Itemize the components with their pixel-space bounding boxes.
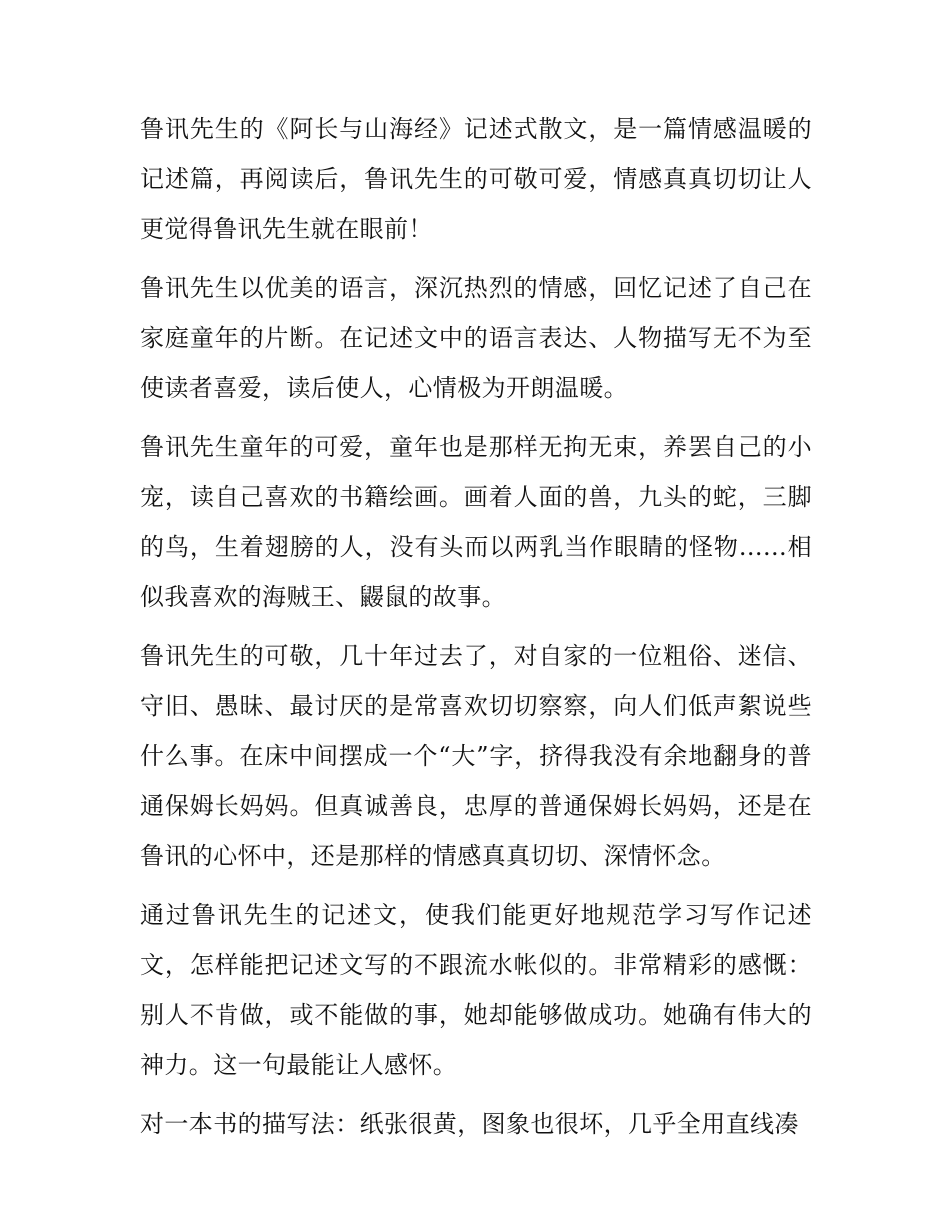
paragraph-2: 鲁讯先生以优美的语言，深沉热烈的情感，回忆记述了自己在家庭童年的片断。在记述文中的语言表达、人物描写无不为至使读者喜爱，读后使人，心情极为开朗温暖。 (140, 274, 812, 402)
paragraph-6: 对一本书的描写法：纸张很黄，图象也很坏，几乎全用直线凑 (140, 1110, 799, 1138)
paragraph-1: 鲁讯先生的《阿长与山海经》记述式散文，是一篇情感温暖的记述篇，再阅读后，鲁讯先生的可敬可爱，情感真真切切让人更觉得鲁讯先生就在眼前！ (140, 115, 812, 243)
paragraph-3: 鲁讯先生童年的可爱，童年也是那样无拘无束，养罢自己的小宠，读自己喜欢的书籍绘画。画着人面的兽，九头的蛇，三脚的鸟，生着翅膀的人，没有头而以两乳当作眼睛的怪物......相似我喜欢的海贼王、鼹鼠的故事。 (140, 433, 812, 611)
document-body (140, 104, 812, 1158)
paragraph-4: 鲁讯先生的可敬，几十年过去了，对自家的一位粗俗、迷信、守旧、愚昧、最讨厌的是常喜欢切切察察，向人们低声絮说些什么事。在床中间摆成一个“大”字，挤得我没有余地翻身的普通保姆长妈妈。但真诚善良，忠厚的普通保姆长妈妈，还是在鲁讯的心怀中，还是那样的情感真真切切、深情怀念。 (140, 642, 812, 870)
paragraph-5: 通过鲁讯先生的记述文，使我们能更好地规范学习写作记述文，怎样能把记述文写的不跟流水帐似的。非常精彩的感慨：别人不肯做，或不能做的事，她却能够做成功。她确有伟大的神力。这一句最能让人感怀。 (140, 901, 812, 1079)
